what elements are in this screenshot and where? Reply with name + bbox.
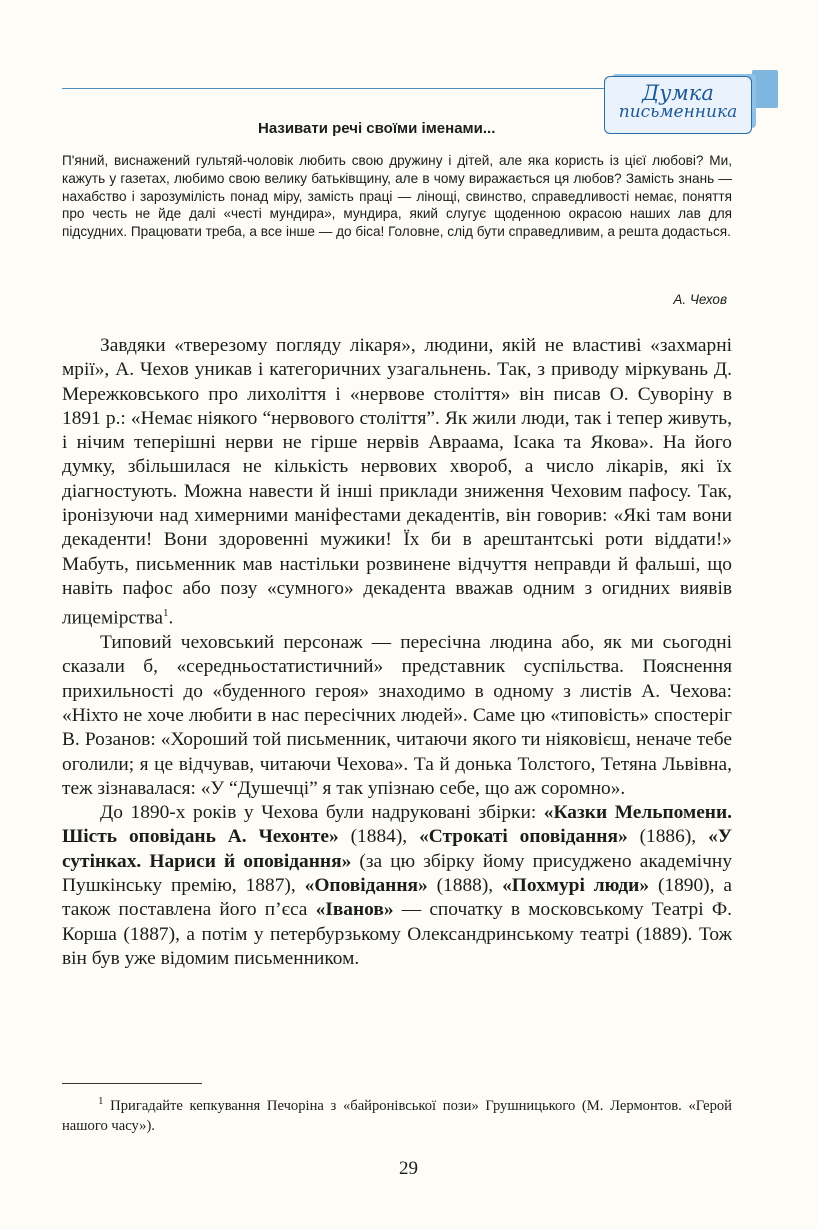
page-number: 29 bbox=[399, 1158, 418, 1179]
paragraph-1-text: Завдяки «тверезому погляду лікаря», людини, якій не властиві «захмарні мрії», А. Чехов уникав і категоричних узагальнень. Так, з приводу міркувань Д. Мережковського про лихоліття і «нервове століття» він писав О. Суворіну в 1891 р.: «Немає ніякого “нервового століття”. Як жили люди, так і тепер живуть, і нічим теперішні нерви не гірше нервів Авраама, Ісака та Якова». На його думку, збільшилася не кількість нервових хвороб, а число лікарів, які їх діагностують. Можна навести й інші приклади зниження Чеховим пафосу. Так, іронізуючи над химерними маніфестами декадентів, він говорив: «Які там вони декаденти! Вони здоровенні мужики! Їх би в арештантські роти віддати!» Мабуть, письменник мав настільки розвинене відчуття неправди й фальші, що навіть пафос або позу «сумного» декадента вважав одним з огидних виявів лицемірства bbox=[62, 335, 732, 629]
p3-text-5: (1888), bbox=[427, 875, 503, 896]
paragraph-3 bbox=[62, 801, 732, 971]
paragraph-2: Типовий чеховський персонаж — пересічна людина або, як ми сьогодні сказали б, «середньостатистичний» представник суспільства. Пояснення прихильності до «буденного героя» знаходимо в одному з листів А. Чехова: «Ніхто не хоче любити в нас пересічних людей». Саме цю «типовість» спостеріг В. Розанов: «Хороший той письменник, читаючи якого ти ніяковієш, неначе тебе оголили; я це відчував, читаючи Чехова». Та й донька Толстого, Тетяна Львівна, теж зізнавалася: «У “Душечці” я так упізнаю себе, що аж соромно». bbox=[62, 632, 732, 799]
footnote-mark: 1 bbox=[98, 1095, 104, 1107]
footnote bbox=[62, 1091, 732, 1136]
collection-title-1: «Казки Мельпомени. Шість оповідань А. Чехонте» bbox=[62, 802, 732, 848]
footnote-reference: 1 bbox=[162, 607, 169, 620]
badge-line-2: письменника bbox=[618, 102, 738, 123]
collection-title-5: «Похмурі люди» bbox=[502, 875, 650, 896]
collection-title-4: «Оповідання» bbox=[304, 875, 428, 896]
quote-text: П'яний, виснажений гультяй-чоловік любить свою дружину і дітей, але яка користь із цієї любові? Ми, кажуть у газетах, любимо свою велику батьківщину, але в чому виражається ця любов? Замість знань — нахабство і зарозумілість понад міру, замість праці — лінощі, свинство, справедливості немає, поняття про честь не йде далі «честі мундира», мундира, який слугує щоденною окрасою наших лав для підсудних. Працювати треба, а все інше — до біса! Головне, слід бути справедливим, а решта додасться. bbox=[62, 153, 732, 240]
p3-text-2: (1884), bbox=[338, 826, 420, 848]
p3-text-6: (1890), а також поставлена його п’єса bbox=[62, 875, 733, 921]
p3-text-7: — спочатку в московському Театрі Ф. Корша (1887), а потім у петербурзькому Олександринському театрі (1889). Тож він був уже відомим письменником. bbox=[62, 899, 732, 969]
footnote-rule bbox=[62, 1083, 202, 1084]
main-text bbox=[62, 334, 732, 971]
p3-text-4: (за цю збірку йому присуджено академічну Пушкінську премію, 1887), bbox=[62, 850, 733, 896]
p3-text-1: До 1890-х років у Чехова були надруковані збірки: bbox=[100, 802, 544, 824]
writer-thought-badge bbox=[604, 76, 752, 134]
footnote-text: Пригадайте кепкування Печоріна з «байронівської пози» Грушницького (М. Лермонтов. «Герой нашого часу»). bbox=[62, 1097, 732, 1134]
header-rule bbox=[62, 88, 652, 89]
quote-title: Називати речі своїми іменами... bbox=[258, 120, 496, 137]
badge-tab-decoration bbox=[752, 70, 778, 108]
play-title: «Іванов» bbox=[315, 899, 394, 921]
collection-title-2: «Строкаті оповідання» bbox=[419, 826, 628, 848]
collection-title-3: «У сутінках. Нариси й оповідання» bbox=[62, 826, 732, 872]
quote-author: А. Чехов bbox=[673, 292, 727, 307]
badge-line-1: Думка bbox=[642, 81, 714, 105]
p3-text-3: (1886), bbox=[627, 826, 709, 848]
paragraph-1: Завдяки «тверезому погляду лікаря», людини, якій не властиві «захмарні мрії», А. Чехов уникав і категоричних узагальнень. Так, з приводу міркувань Д. Мережковського про лихоліття і «нервове століття» він писав О. Суворіну в 1891 р.: «Немає ніякого “нервового століття”. Як жили люди, так і тепер живуть, і нічим теперішні нерви не гірше нервів Авраама, Ісака та Якова». На його думку, збільшилася не кількість нервових хвороб, а число лікарів, які їх діагностують. Можна навести й інші приклади зниження Чеховим пафосу. Так, іронізуючи над химерними маніфестами декадентів, він говорив: «Які там вони декаденти! Вони здоровенні мужики! Їх би в арештантські роти віддати!» Мабуть, письменник мав настільки розвинене відчуття неправди й фальші, що навіть пафос або позу «сумного» декадента вважав одним з огидних виявів лицемірства$^1$. bbox=[62, 335, 732, 629]
